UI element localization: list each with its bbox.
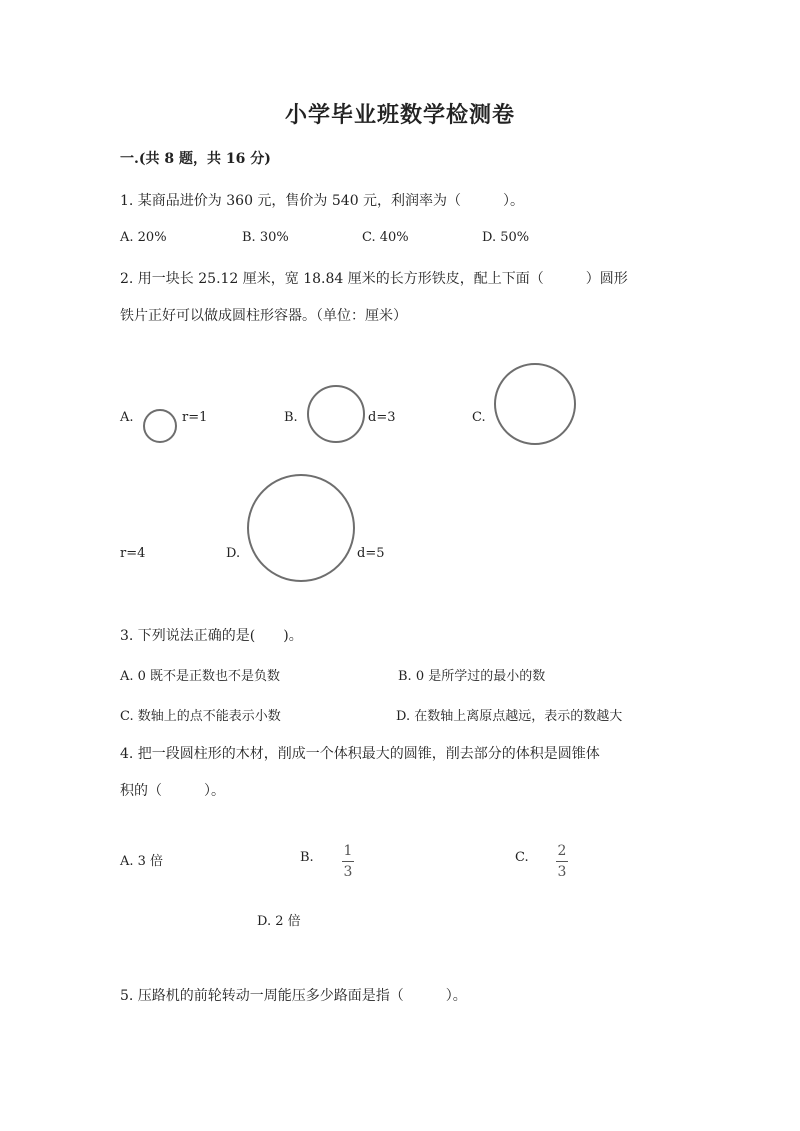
question-2-option-d-letter: D.: [226, 546, 241, 561]
fraction-bar: [342, 861, 354, 862]
question-3-option-d: D. 在数轴上离原点越远，表示的数越大: [396, 709, 623, 724]
fraction-denominator: 3: [557, 864, 567, 880]
question-5-stem: 5. 压路机的前轮转动一周能压多少路面是指（ ）。: [120, 988, 467, 1004]
question-2-stem-line-1: 2. 用一块长 25.12 厘米，宽 18.84 厘米的长方形铁皮，配上下面（ ）圆形: [120, 271, 628, 287]
section-heading: 一.(共 8 题，共 16 分): [120, 151, 271, 167]
circle-option-c: [494, 363, 576, 445]
question-1-option-b: B. 30%: [242, 230, 289, 245]
question-3-option-a: A. 0 既不是正数也不是负数: [120, 669, 281, 684]
fraction-denominator: 3: [343, 864, 353, 880]
question-3-stem: 3. 下列说法正确的是( )。: [120, 628, 303, 644]
question-4-stem-line-1: 4. 把一段圆柱形的木材，削成一个体积最大的圆锥，削去部分的体积是圆锥体: [120, 746, 600, 762]
question-2-option-a-label: r=1: [182, 410, 208, 425]
question-4-option-a: A. 3 倍: [120, 854, 164, 869]
question-2-option-a-letter: A.: [120, 410, 134, 425]
question-3-option-c: C. 数轴上的点不能表示小数: [120, 709, 281, 724]
question-2-stem-line-2: 铁片正好可以做成圆柱形容器。（单位：厘米）: [120, 308, 407, 324]
question-4-option-c-letter: C.: [515, 850, 529, 865]
question-4-option-c-fraction: [556, 843, 568, 880]
question-4-option-b-fraction: [342, 843, 354, 880]
question-4-stem-line-2: 积的（ ）。: [120, 783, 225, 799]
question-3-option-b: B. 0 是所学过的最小的数: [398, 669, 546, 684]
question-4-option-d: D. 2 倍: [257, 914, 301, 929]
question-1-option-c: C. 40%: [362, 230, 409, 245]
fraction-bar: [556, 861, 568, 862]
question-2-option-c-letter: C.: [472, 410, 486, 425]
page-title: 小学毕业班数学检测卷: [284, 102, 515, 128]
circle-option-b: [307, 385, 365, 443]
fraction-numerator: 2: [557, 843, 567, 859]
question-4-option-b-letter: B.: [300, 850, 314, 865]
question-2-option-b-label: d=3: [368, 410, 396, 425]
circle-option-a: [143, 409, 177, 443]
question-2-option-c-label: r=4: [120, 546, 146, 561]
question-1-option-d: D. 50%: [482, 230, 530, 245]
question-1-option-a: A. 20%: [120, 230, 167, 245]
question-2-option-b-letter: B.: [284, 410, 298, 425]
circle-option-d: [247, 474, 355, 582]
question-1-stem: 1. 某商品进价为 360 元，售价为 540 元，利润率为（ ）。: [120, 193, 525, 209]
fraction-numerator: 1: [343, 843, 353, 859]
question-2-option-d-label: d=5: [357, 546, 385, 561]
